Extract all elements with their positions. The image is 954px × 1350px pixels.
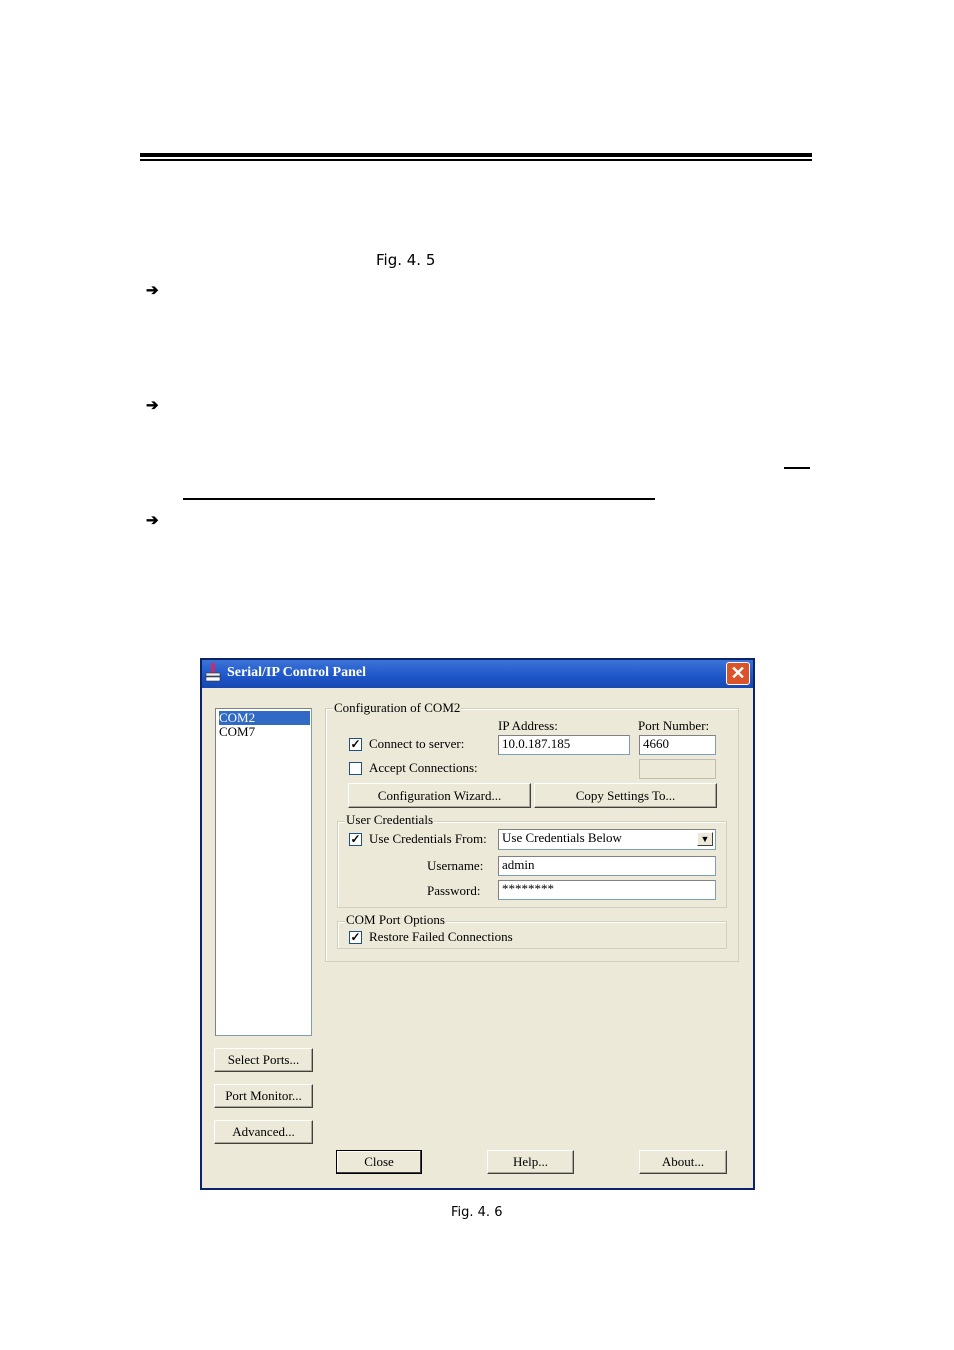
dropdown-arrow-icon[interactable]: ▼	[697, 832, 713, 846]
credentials-source-value: Use Credentials Below	[502, 830, 622, 845]
accept-connections-label: Accept Connections:	[369, 760, 478, 775]
close-button[interactable]: Close	[336, 1150, 422, 1174]
close-window-icon[interactable]: ✕	[726, 662, 750, 685]
port-number-input[interactable]: 4660	[639, 735, 716, 755]
figure-caption-4-5: Fig. 4. 5	[376, 251, 436, 269]
user-credentials-group-label: User Credentials	[346, 812, 434, 827]
port-list-item-com2[interactable]: COM2	[219, 711, 310, 725]
accept-port-input[interactable]	[639, 759, 716, 779]
port-monitor-button[interactable]: Port Monitor...	[214, 1084, 313, 1108]
restore-failed-connections-checkbox[interactable]: ✓	[350, 930, 361, 944]
connect-to-server-checkbox[interactable]: ✓	[350, 737, 361, 751]
header-rule-thin	[140, 159, 812, 161]
underline-line	[183, 498, 655, 500]
select-ports-button[interactable]: Select Ports...	[214, 1048, 313, 1072]
advanced-button[interactable]: Advanced...	[214, 1120, 313, 1144]
about-button[interactable]: About...	[639, 1150, 727, 1174]
window-title: Serial/IP Control Panel	[227, 665, 366, 680]
copy-settings-button[interactable]: Copy Settings To...	[534, 783, 717, 808]
configuration-group-label: Configuration of COM2	[334, 700, 461, 715]
ip-address-input[interactable]: 10.0.187.185	[498, 735, 630, 755]
configuration-wizard-button[interactable]: Configuration Wizard...	[348, 783, 531, 808]
password-input[interactable]: ********	[498, 880, 716, 900]
password-label: Password:	[427, 883, 481, 898]
figure-caption-4-6: Fig. 4. 6	[451, 1205, 503, 1220]
use-credentials-checkbox[interactable]: ✓	[350, 832, 361, 846]
accept-connections-checkbox[interactable]	[349, 762, 362, 775]
credentials-source-dropdown[interactable]	[498, 829, 716, 850]
connect-to-server-label: Connect to server:	[369, 736, 465, 751]
port-list-item-com7[interactable]: COM7	[219, 724, 256, 739]
port-list[interactable]	[215, 708, 312, 1036]
use-credentials-label: Use Credentials From:	[369, 831, 487, 846]
ip-address-header: IP Address:	[498, 718, 558, 733]
serial-ip-app-icon	[205, 663, 221, 683]
username-label: Username:	[427, 858, 484, 873]
com-port-options-group-label: COM Port Options	[346, 912, 445, 927]
bullet-arrow-icon: ➔	[146, 397, 159, 414]
username-input[interactable]: admin	[498, 856, 716, 876]
help-button[interactable]: Help...	[487, 1150, 574, 1174]
bullet-arrow-icon: ➔	[146, 512, 159, 529]
header-rule-thick	[140, 153, 812, 157]
port-number-header: Port Number:	[638, 718, 710, 733]
bullet-arrow-icon: ➔	[146, 282, 159, 299]
restore-failed-connections-label: Restore Failed Connections	[369, 929, 513, 944]
underline-fragment	[784, 467, 810, 469]
